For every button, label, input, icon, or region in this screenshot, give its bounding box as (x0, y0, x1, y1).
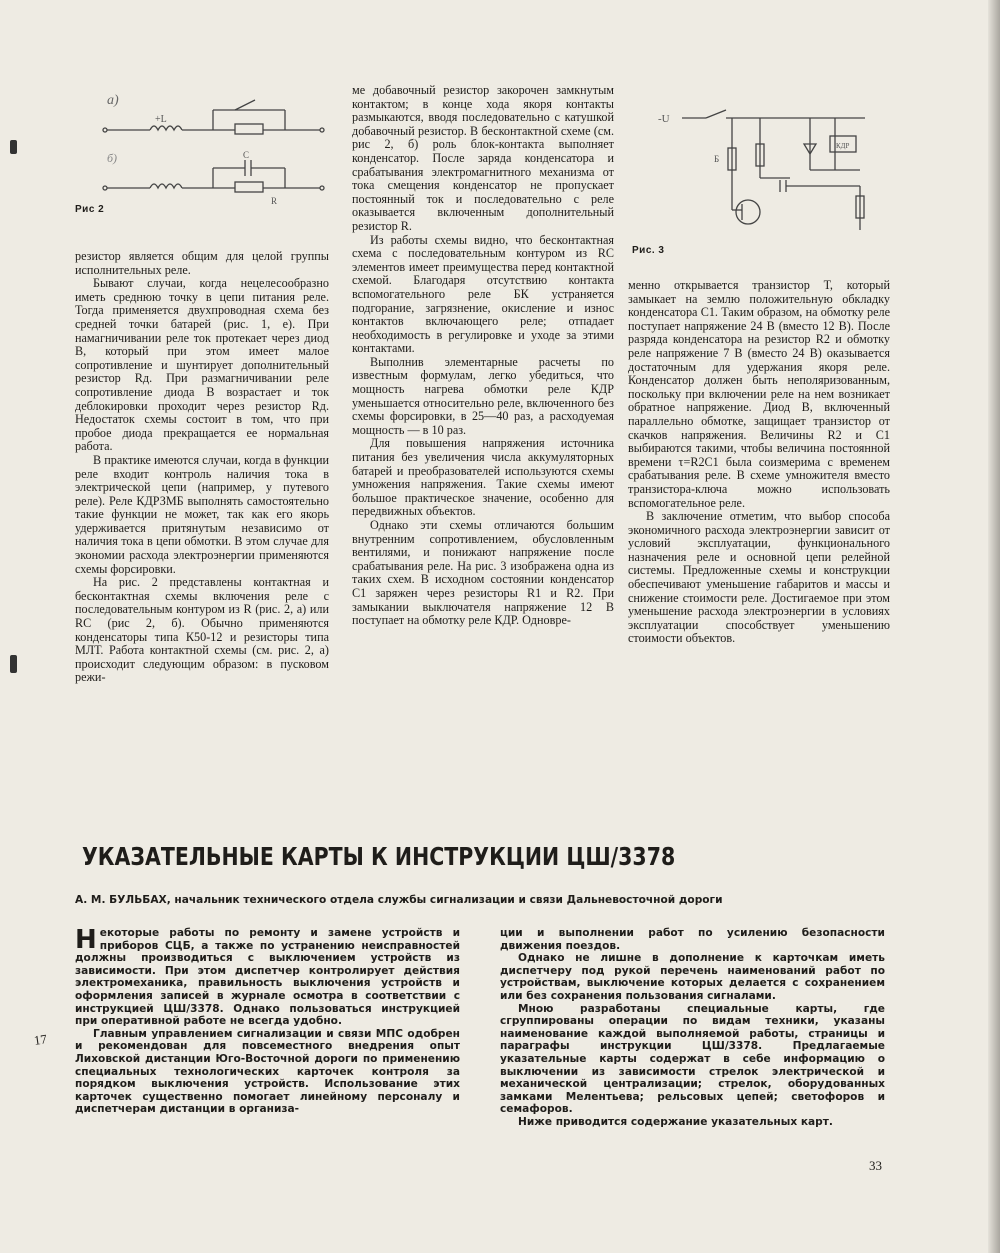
fig3-label-voltage: -U (658, 113, 670, 125)
fig3-label-kdr: КДР (836, 142, 850, 150)
column-1 (75, 250, 329, 685)
figure-3-caption: Рис. 3 (632, 245, 665, 256)
binding-mark (10, 140, 17, 154)
margin-number: 17 (32, 1031, 48, 1048)
column-2 (352, 84, 614, 628)
paragraph: Из работы схемы видно, что бесконтактная схема с последовательным контуром из RC элементов имеет преимущества перед контактной схемой. Благодаря отсутствию контакта вспомогательного реле БК устраняется подгорание, загрязнение, окисление и износ контактов включающего реле; отпадает необходимость в регулировке и уходе за этими контактами. (352, 232, 614, 356)
article-column-right (500, 927, 885, 1129)
figure-2-circuit (95, 80, 335, 210)
paragraph: Однако не лишне в дополнение к карточкам иметь диспетчеру под рукой перечень наименований работ по устройствам, выключение которых делается с сохранением или без сохранения пользования сигналами. (500, 952, 885, 1002)
paragraph: Однако эти схемы отличаются большим внутренним сопротивлением, обусловленным вентилями, и понижают напряжение после срабатывания реле. На рис. 3 изображена одна из таких схем. В исходном состоянии конденсатор С1 заряжен через резисторы R1 и R2. При замыкании выключателя напряжение 12 В поступает на обмотку реле КДР. Одновре- (352, 518, 614, 628)
fig2-label-c: C (243, 150, 250, 160)
fig2-label-b: б) (107, 151, 118, 165)
paragraph: Мною разработаны специальные карты, где сгруппированы операции по видам техники, указаны наименование каждой выполняемой работы, страницы и параграфы инструкции ЦШ/3378. Предлагаемые указательные карты содержат в себе информацию о выключении из зависимости стрелок электрической и механической централизации; стрелок, оборудованных замками Мелентьева; рельсовых цепей; светофоров и семафоров. (500, 1002, 885, 1116)
fig2-label-a: а) (107, 93, 119, 108)
paragraph: Ниже приводится содержание указательных карт. (518, 1115, 833, 1128)
paragraph: На рис. 2 представлены контактная и бесконтактная схемы включения реле с последовательным контуром из R (рис. 2, а) или RC (рис 2, б). Обычно применяются конденсаторы типа К50-12 и резисторы типа МЛТ. Работа контактной схемы (см. рис. 2, а) происходит следующим образом: в пусковом режи- (75, 575, 329, 685)
paragraph: Бывают случаи, когда нецелесообразно иметь среднюю точку в цепи питания реле. Тогда применяется двухпроводная схема без средней точки батарей (рис. 1, е). При намагничивании реле ток протекает через диод В, который при этом имеет малое сопротивление и шунтирует дополнительный резистор Rд. При размагничивании реле сопротивление диода В возрастает и ток деблокировки проходит через резистор Rд. Недостаток схемы состоит в том, что при пробое диода прекращается ее нормальная работа. (75, 276, 329, 454)
article-title: УКАЗАТЕЛЬНЫЕ КАРТЫ К ИНСТРУКЦИИ ЦШ/3378 (82, 842, 676, 871)
page-edge-shadow (988, 0, 1000, 1253)
paragraph: В заключение отметим, что выбор способа экономичного расхода электроэнергии зависит от условий эксплуатации, функционального назначения реле и основной цепи релейной системы. Предложенные схемы и конструкции обеспечивают уменьшение габаритов и массы и снижение стоимости реле. Достигаемое при этом уменьшение расхода электроэнергии в условиях эксплуатации способствует уменьшению стоимости объектов. (628, 509, 890, 646)
binding-mark (10, 655, 17, 673)
fig3-label-b: Б (714, 154, 720, 164)
paragraph: Для повышения напряжения источника питания без увеличения числа аккумуляторных батарей и преобразователей используются схемы умножения напряжения. Такие схемы имеют большое практическое значение, особенно для передвижных объектов. (352, 436, 614, 519)
paragraph: В практике имеются случаи, когда в функции реле входит контроль наличия тока в электрической цепи (например, у путевого реле). Реле КДРЗМБ выполнять самостоятельно такие функции не может, так как его якорь удерживается притянутым независимо от наличия тока в цепи обмотки. В этом случае для экономии расхода электроэнергии применяются схемы форсировки. (75, 452, 329, 576)
paragraph: Некоторые работы по ремонту и замене устройств и приборов СЦБ, а также по устранению неисправностей должны производиться с выключением устройств из зависимости. При этом диспетчер контролирует действия электромеханика, правильность выключения устройств и оформления записей в журнале осмотра в соответствии с инструкцией ЦШ/3378. Однако пользоваться инструкцией при оперативной работе не всегда удобно. (75, 925, 460, 1028)
column-3 (628, 279, 890, 646)
fig2-label-r: R (271, 196, 278, 206)
paragraph: менно открывается транзистор Т, который замыкает на землю положительную обкладку конденсатора С1. Таким образом, на обмотку реле поступает напряжение 24 В (вместо 12 В). После разряда конденсатора на резистор R2 и обмотку реле напряжение 7 В (вместо 24 В) оказывается достаточным для удержания якоря реле. Конденсатор должен быть неполяризованным, поскольку при включении реле на нем возникает обратное напряжение. Диод В, включенный параллельно обмотке, защищает транзистор от скачков напряжения. Величины R2 и С1 выбираются такими, чтобы величина постоянной времени τ=R2C1 была соизмерима с временем срабатывания реле. В схеме умножителя вместо транзистора-ключа можно использовать вспомогательное реле. (628, 278, 890, 510)
article-byline: А. М. БУЛЬБАХ, начальник технического отдела службы сигнализации и связи Дальневосточной дороги (75, 894, 723, 906)
figure-3-circuit (650, 100, 890, 240)
paragraph: Выполнив элементарные расчеты по известным формулам, легко убедиться, что мощность нагрева обмотки реле КДР уменьшается относительно реле, включенного без схемы форсировки, в 25—40 раз, а расходуемая мощность — в 10 раз. (352, 354, 614, 437)
paragraph: Главным управлением сигнализации и связи МПС одобрен и рекомендован для повсеместного внедрения опыт Лиховской дистанции Юго-Восточной дороги по применению специальных технологических карточек контроля за порядком выключения устройств. Использование этих карточек существенно помогает линейному персоналу и диспетчерам дистанции в организа- (75, 1027, 460, 1116)
paragraph: ме добавочный резистор закорочен замкнутым контактом; в конце хода якоря контакты размыкаются, вводя последовательно с катушкой добавочный резистор. В бесконтактной схеме (см. рис 2, б) роль блок-контакта выполняет конденсатор. После заряда конденсатора и срабатывания электромагнитного механизма от тока смещения конденсатор не пропускает постоянный ток и последовательно с реле оказывается включенным дополнительный резистор R. (352, 83, 614, 233)
fig2-label-l: +L (155, 114, 167, 125)
page-number: 33 (869, 1158, 882, 1173)
drop-cap: Н (75, 925, 97, 955)
figure-2-caption: Рис 2 (75, 204, 105, 215)
paragraph: резистор является общим для целой группы исполнительных реле. (75, 249, 329, 277)
article-column-left (75, 927, 460, 1116)
paragraph: ции и выполнении работ по усилению безопасности движения поездов. (500, 927, 885, 952)
